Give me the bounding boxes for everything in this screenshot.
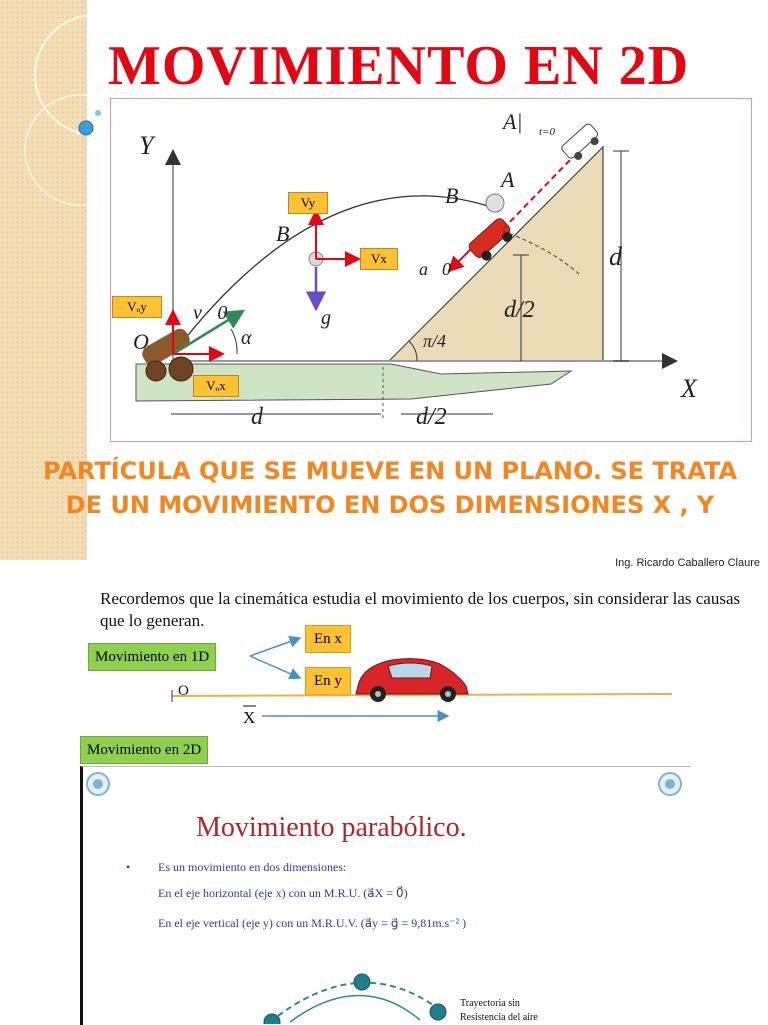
d-half-label: d/2 — [504, 297, 535, 323]
point-b-label: B — [445, 183, 459, 208]
x-axis-label: X — [681, 374, 697, 403]
movimiento-1d-label: Movimiento en 1D — [88, 643, 216, 671]
subtitle-line-2: DE UN MOVIMIENTO EN DOS DIMENSIONES X , Y — [65, 491, 715, 519]
g-label: g⃗ — [321, 307, 347, 329]
y-axis-label: Y — [139, 131, 154, 160]
subtitle — [40, 454, 740, 522]
d-half-bottom-label: d/2 — [416, 404, 447, 430]
point-b-trajectory-label: B — [276, 221, 290, 246]
vy-label: Vy — [288, 192, 328, 214]
movimiento-2d-label: Movimiento en 2D — [80, 736, 208, 764]
mov1d-axis-label: X — [243, 708, 256, 727]
vx-label: Vx — [360, 248, 398, 270]
legend-line-2: Resistencia del aire — [460, 1012, 538, 1023]
a-initial-label: A| — [503, 109, 523, 134]
mov1d-origin: O — [178, 683, 189, 699]
slide2-bullet: • — [126, 860, 131, 874]
mov1d-diagram — [0, 620, 768, 730]
slide2-title: Movimiento parabólico. — [196, 812, 467, 843]
angle-label: π/4 — [423, 331, 447, 351]
subtitle-line-1: PARTÍCULA QUE SE MUEVE EN UN PLANO. SE TRATA — [42, 457, 738, 485]
seal-left-icon — [84, 770, 114, 800]
incline — [389, 147, 603, 361]
point-a-label: A — [501, 167, 515, 192]
seal-right-icon — [656, 770, 686, 800]
d-bottom-label: d — [251, 404, 263, 430]
a-initial-sub: t=0 — [539, 126, 555, 138]
slide2-line-3: En el eje vertical (eje y) con un M.R.U.V. (a⃗y = g⃗ = 9,81m.s⁻² ) — [158, 916, 467, 930]
decorative-circles — [0, 0, 120, 220]
intro-text: Recordemos que la cinemática estudia el movimiento de los cuerpos, sin considerar las causas que lo generan. — [100, 589, 741, 630]
page-title: MOVIMIENTO EN 2D — [108, 35, 690, 97]
en-x-label: En x — [305, 625, 351, 653]
slide2-line-1: Es un movimiento en dos dimensiones: — [158, 860, 347, 874]
author: Ing. Ricardo Caballero Claure — [615, 557, 760, 569]
slide2-line-2: En el eje horizontal (eje x) con un M.R.U. (a⃗X = 0⃗) — [158, 886, 408, 900]
en-y-label: En y — [305, 667, 351, 695]
d-height-label: d — [609, 242, 622, 271]
legend-line-1: Trayectoria sin — [460, 998, 520, 1009]
a0-label: a⃗0 — [419, 259, 452, 279]
origin-label: O — [133, 329, 149, 354]
parabola-diagram — [180, 960, 600, 1024]
alpha-label: α — [241, 327, 252, 349]
vox-label: Vₒx — [193, 375, 239, 397]
v0-label: v⃗0 — [193, 302, 228, 324]
voy-label: Vₒy — [112, 296, 162, 318]
